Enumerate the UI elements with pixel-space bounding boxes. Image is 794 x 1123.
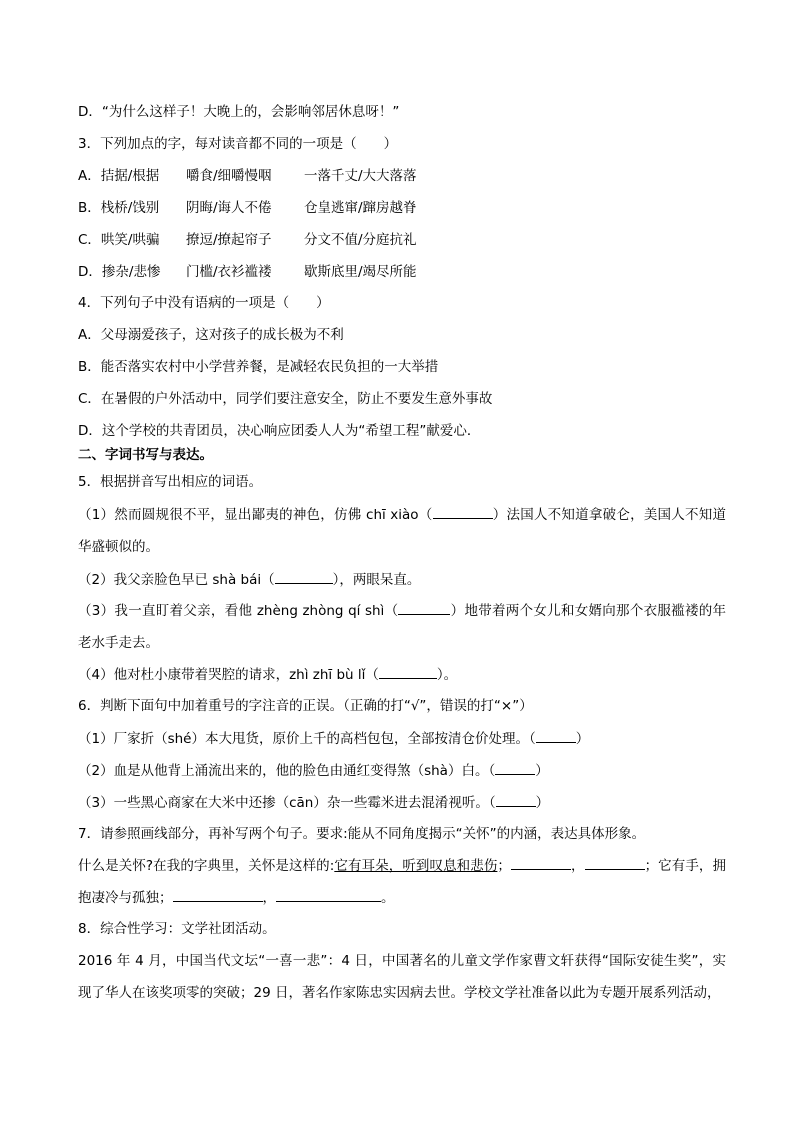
answer-blank[interactable]: [173, 887, 263, 902]
q6-item-3: （3）一些黑心商家在大米中还掺（cān）杂一些霉米进去混淆视听。（ ）: [78, 792, 728, 813]
q5-item-4: （4）他对杜小康带着哭腔的请求，zhì zhī bù lǐ（ ）。: [78, 664, 728, 685]
q4-option-d: D．这个学校的共青团员，决心响应团委人人为“希望工程”献爱心．: [78, 423, 481, 439]
q2-option-d: D．“为什么这样子！大晚上的，会影响邻居休息呀！”: [78, 104, 400, 120]
answer-blank[interactable]: [275, 569, 333, 584]
q3-option-b: B．栈桥/饯别 阴晦/诲人不倦 仓皇逃窜/蹿房越脊: [78, 200, 417, 216]
answer-blank[interactable]: [276, 887, 381, 902]
answer-blank[interactable]: [398, 600, 450, 615]
q7-stem: 7．请参照画线部分，再补写两个句子。要求:能从不同角度揭示“关怀”的内涵，表达具体形象。: [78, 826, 646, 842]
q6-item-2: （2）血是从他背上涌流出来的，他的脸色由通红变得煞（shà）白。（ ）: [78, 760, 728, 781]
answer-blank[interactable]: [433, 504, 493, 519]
answer-blank[interactable]: [495, 760, 535, 775]
q5-item-3: （3）我一直盯着父亲，看他 zhèng zhòng qí shì（ ）地带着两个女儿和女婿向那个衣服褴褛的年老水手走去。: [78, 595, 726, 659]
q4-stem: 4．下列句子中没有语病的一项是（ ）: [78, 295, 330, 311]
q5-item-2: （2）我父亲脸色早已 shà bái（ ），两眼呆直。: [78, 569, 728, 590]
q7-underlined-example: 它有耳朵，听到叹息和悲伤: [334, 858, 498, 874]
q5-stem: 5．根据拼音写出相应的词语。: [78, 474, 263, 490]
answer-blank[interactable]: [585, 855, 645, 870]
q8-stem: 8．综合性学习：文学社团活动。: [78, 921, 276, 937]
q3-stem: 3．下列加点的字，每对读音都不同的一项是（ ）: [78, 136, 398, 152]
q4-option-c: C．在暑假的户外活动中，同学们要注意安全，防止不要发生意外事故: [78, 391, 493, 407]
q7-text: 什么是关怀?在我的字典里，关怀是这样的:它有耳朵，听到叹息和悲伤； ， ；它有手，拥抱凄冷与孤独； ， 。: [78, 850, 726, 914]
answer-blank[interactable]: [511, 855, 571, 870]
section-heading: 二、字词书写与表达。: [78, 447, 213, 463]
q3-option-d: D．掺杂/悲惨 门槛/衣衫褴褛 歇斯底里/竭尽所能: [78, 264, 417, 280]
q8-text: 2016 年 4 月，中国当代文坛“一喜一悲”：4 日，中国著名的儿童文学作家曹文轩获得“国际安徒生奖”，实现了华人在该奖项零的突破；29 日，著名作家陈忠实因病去世。学校文学社准备以此为专题开展系列活动，: [78, 953, 726, 1001]
answer-blank[interactable]: [496, 792, 536, 807]
answer-blank[interactable]: [536, 728, 576, 743]
q6-stem: 6．判断下面句中加着重号的字注音的正误。（正确的打“√”，错误的打“×”）: [78, 698, 533, 714]
q4-option-a: A．父母溺爱孩子，这对孩子的成长极为不利: [78, 327, 344, 343]
answer-blank[interactable]: [379, 664, 437, 679]
q5-item-1: （1）然而圆规很不平，显出鄙夷的神色，仿佛 chī xiào（ ）法国人不知道拿破仑，美国人不知道华盛顿似的。: [78, 499, 726, 563]
q6-item-1: （1）厂家折（shé）本大甩货，原价上千的高档包包，全部按清仓价处理。（ ）: [78, 728, 728, 749]
q4-option-b: B．能否落实农村中小学营养餐，是减轻农民负担的一大举措: [78, 359, 439, 375]
q3-option-c: C．哄笑/哄骗 撩逗/撩起帘子 分文不值/分庭抗礼: [78, 232, 417, 248]
q3-option-a: A．拮据/根据 嚼食/细嚼慢咽 一落千丈/大大落落: [78, 168, 417, 184]
